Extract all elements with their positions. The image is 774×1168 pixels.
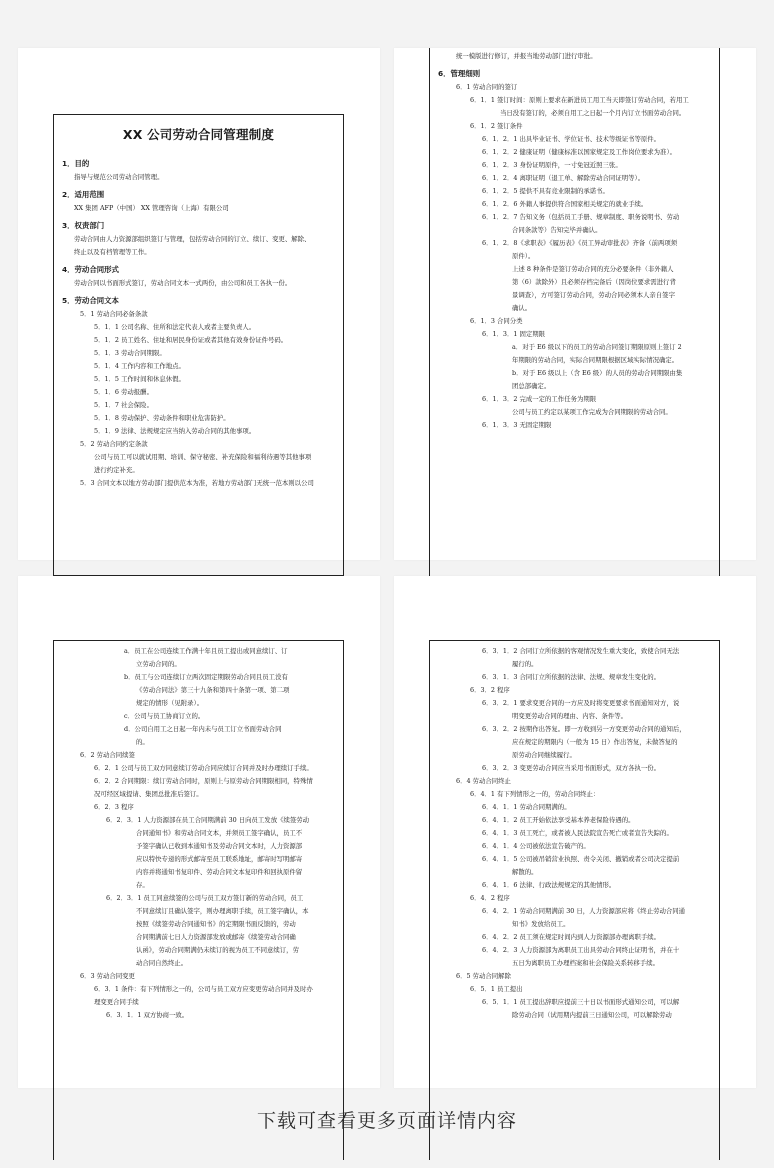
text-line: 存。	[136, 881, 149, 889]
text-line: 年期限的劳动合同，实际合同期限根据区域实际情况确定。	[512, 356, 679, 364]
text-line: 5．1．1 公司名称、住所和法定代表人或者主要负责人。	[94, 323, 256, 331]
text-line: 当日没有签订的，必须自用工之日起一个月内订立书面劳动合同。	[500, 109, 686, 117]
text-line: 原件）。	[512, 252, 535, 260]
section-heading: 1．目的	[62, 159, 90, 168]
text-line: 6．5．1 员工提出	[470, 985, 523, 993]
text-line: 应以特快专递的形式邮寄至员工联系地址，邮寄时写明邮寄	[136, 855, 303, 863]
text-line: 6．4．2．2 员工须在规定时间内到人力资源部办理离职手续。	[482, 933, 661, 941]
text-line: 解散的。	[512, 868, 538, 876]
text-line: 6．1．2．2 健康证明（健康标准以国家规定及工作岗位要求为准）。	[482, 148, 677, 156]
text-line: 6．1．3．2 完成一定的工作任务为期限	[482, 395, 597, 403]
text-line: 6．3．2．1 要求变更合同的一方应及时将变更要求书面通知对方，说	[482, 699, 680, 707]
text-line: 6．2．3．1 人力资源部在员工合同期满前 30 日向员工发放《续签劳动	[106, 816, 310, 824]
text-line: 终止以及有档管理等工作。	[74, 248, 151, 256]
text-line: 6．4．1．4 公司被依法宣告破产的。	[482, 842, 590, 850]
download-more-caption[interactable]: 下载可查看更多页面详情内容	[256, 1110, 517, 1132]
section-heading: 6．管理细则	[438, 69, 481, 78]
text-line: 6．4．1．3 员工死亡，或者被人民法院宣告死亡或者宣告失踪的。	[482, 829, 673, 837]
text-line: 6．3．1．2 合同订立所依据的客观情况发生重大变化，致使合同无法	[482, 647, 680, 655]
text-line: 6．1．3．1 固定期限	[482, 330, 546, 338]
document-page-4	[394, 576, 756, 1088]
text-line: 5．1 劳动合同必备条款	[80, 310, 148, 318]
section-heading: 4．劳动合同形式	[62, 265, 119, 274]
text-line: 不同意续订且确认签字，则办理离职手续，员工签字确认，本	[136, 907, 309, 915]
text-line: 确认。	[512, 304, 532, 312]
text-line: 6．5 劳动合同解除	[456, 972, 511, 980]
text-line: 6．3 劳动合同变更	[80, 972, 135, 980]
text-line: 明变更劳动合同的理由、内容、条件等。	[512, 712, 628, 720]
text-line: 6．1．2．4 离职证明（退工单、解除劳动合同证明等）。	[482, 174, 645, 182]
text-line: 合同通知书》和劳动合同文本，并须员工签字确认，员工不	[136, 829, 303, 837]
text-line: 6．1．3．3 无固定期限	[482, 421, 552, 429]
page-content-frame	[53, 640, 344, 1160]
text-line: 按照《续签劳动合同通知书》的定期限书面反馈的，劳动	[136, 920, 296, 928]
text-line: 6．3．2．2 按期作出答复。即一方收到另一方变更劳动合同的通知后，	[482, 725, 686, 733]
text-line: 6．3．2．3 变更劳动合同应当采用书面形式，双方各执一份。	[482, 764, 661, 772]
text-line: 规定的情形（见附录）。	[136, 699, 204, 707]
text-line: 6．1．2．6 外籍人事提供符合国家相关规定的就业手续。	[482, 200, 648, 208]
text-line: 6．1 劳动合同的签订	[456, 83, 518, 91]
text-line: 6．4．2 程序	[470, 894, 510, 902]
page-content-frame	[429, 48, 720, 578]
text-line: XX 集团 AFP（中国） XX 管理咨询（上海）有限公司	[74, 204, 229, 212]
page-3-body	[54, 641, 343, 1022]
text-line: 5．1．9 法律、法规规定应当纳入劳动合同的其他事项。	[94, 427, 256, 435]
section-heading: 3．权责部门	[62, 221, 105, 230]
text-line: 5．1．4 工作内容和工作地点。	[94, 362, 185, 370]
text-line: 6．3．2 程序	[470, 686, 510, 694]
text-line: 第（6）款除外）且必须存档完备后（因岗位要求需进行背	[512, 278, 676, 286]
text-line: 6．1．1 签订时间：原则上要求在新进员工用工当天即签订劳动合同，若用工	[470, 96, 689, 104]
text-line: 五日为离职员工办理档案和社会保险关系转移手续。	[512, 959, 659, 967]
text-line: 劳动合同以书面形式签订，劳动合同文本一式两份，由公司和员工各执一份。	[74, 279, 292, 287]
text-line: 6．1．2．7 告知义务（包括员工手册、规章制度、职务说明书、劳动	[482, 213, 680, 221]
text-line: 6．2．3 程序	[94, 803, 134, 811]
text-line: 进行约定补充。	[94, 466, 139, 474]
text-line: 6．2．2 合同期限：续订劳动合同时，原则上与原劳动合同期限相同，特殊情	[94, 777, 313, 785]
text-line: 内容并将通知书复印件、劳动合同文本复印件和回执原件留	[136, 868, 303, 876]
page-1-body	[54, 157, 343, 490]
text-line: 上述 8 种条件是签订劳动合同的充分必要条件（非外籍人	[512, 265, 674, 273]
text-line: 5．1．3 劳动合同期限。	[94, 349, 166, 357]
text-line: 原劳动合同继续履行。	[512, 751, 576, 759]
text-line: 履行的。	[512, 660, 538, 668]
text-line: 5．1．8 劳动保护、劳动条件和职业危害防护。	[94, 414, 230, 422]
text-line: 5．3 合同文本以地方劳动部门提供范本为准，若地方劳动部门无统一范本则以公司	[80, 479, 314, 487]
text-line: 6．4．1．2 员工开始依法享受基本养老保险待遇的。	[482, 816, 635, 824]
page-2-body	[430, 48, 719, 432]
text-line: 合同条款等）告知完毕并确认。	[512, 226, 602, 234]
text-line: 统一模版进行修订，并报当地劳动部门进行审批。	[456, 52, 597, 60]
text-line: 6．1．2．3 身份证明原件，一寸免冠近照三张。	[482, 161, 622, 169]
text-line: 6．1．3 合同分类	[470, 317, 523, 325]
text-line: 6．2．1 公司与员工双方同意续订劳动合同应续订合同并及时办理续订手续。	[94, 764, 313, 772]
text-line: 况可经区域提请、集团总批准后签订。	[94, 790, 203, 798]
text-line: c．公司与员工协商订立的。	[124, 712, 205, 720]
text-line: 6．1．2．5 提供不具有竞业限制的承诺书。	[482, 187, 609, 195]
document-title: XX 公司劳动合同管理制度	[122, 127, 275, 142]
text-line: b．员工与公司连续订立两次固定期限劳动合同且员工没有	[124, 673, 288, 681]
text-line: 6．2．3．1 员工同意续签的公司与员工双方签订新的劳动合同，员工	[106, 894, 304, 902]
text-line: 5．1．2 员工姓名、住址和居民身份证或者其他有效身份证件号码。	[94, 336, 288, 344]
text-line: 5．1．7 社会保险。	[94, 401, 153, 409]
text-line: a．员工在公司连续工作满十年且员工提出或同意续订、订	[124, 647, 288, 655]
text-line: 劳动合同由人力资源部组织签订与管理，包括劳动合同的订立、续订、变更、解除、	[74, 235, 311, 243]
text-line: 6．4．1 有下列情形之一的，劳动合同终止：	[470, 790, 600, 798]
page-4-body	[430, 641, 719, 1022]
text-line: 6．1．2．8《求职表》《履历表》《员工异动审批表》齐备（前两项须	[482, 239, 678, 247]
section-heading: 5．劳动合同文本	[62, 296, 119, 305]
text-line: 的。	[136, 738, 149, 746]
text-line: 6．4．1．5 公司被吊销营业执照、责令关闭、撤销或者公司决定提前	[482, 855, 680, 863]
section-heading: 2．适用范围	[62, 190, 105, 199]
text-line: b．对于 E6 级以上（含 E6 级）的人员的劳动合同期限由集	[512, 369, 683, 377]
page-content-frame	[53, 114, 344, 576]
text-line: a．对于 E6 级以下的员工的劳动合同签订期限原则上签订 2	[512, 343, 682, 351]
text-line: 认函》，劳动合同期满仍未续订的视为员工不同意续订，劳	[136, 946, 299, 954]
text-line: 6．5．1．1 员工提出辞职应提前三十日以书面形式通知公司，可以解	[482, 998, 680, 1006]
text-line: 予签字确认已收到本通知书及劳动合同文本时，人力资源部	[136, 842, 303, 850]
text-line: 6．3．1 条件：有下列情形之一的，公司与员工双方应变更劳动合同并及时办	[94, 985, 313, 993]
text-line: 《劳动合同法》第三十九条和第四十条第一项、第二项	[136, 686, 290, 694]
document-page-3	[18, 576, 380, 1088]
text-line: 公司与员工可以就试用期、培训、保守秘密、补充保险和福利待遇等其他事项	[94, 453, 312, 461]
text-line: 应在规定的期限内（一般为 15 日）作出答复，未做答复的	[512, 738, 678, 746]
text-line: 6．4．2．1 劳动合同期满前 30 日，人力资源部应将《终止劳动合同通	[482, 907, 686, 915]
page-content-frame	[429, 640, 720, 1160]
text-line: 立劳动合同的。	[136, 660, 181, 668]
text-line: 指导与规范公司劳动合同管理。	[74, 173, 164, 181]
document-page-1	[18, 48, 380, 560]
document-page-2	[394, 48, 756, 560]
text-line: 6．3．1．3 合同订立所依据的法律、法规、规章发生变化的。	[482, 673, 661, 681]
text-line: d．公司自用工之日起一年内未与员工订立书面劳动合同	[124, 725, 282, 733]
text-line: 6．3．1．1 双方协商一致。	[106, 1011, 189, 1019]
text-line: 6．1．2 签订条件	[470, 122, 523, 130]
text-line: 6．4．1．1 劳动合同期满的。	[482, 803, 571, 811]
text-line: 5．1．6 劳动报酬。	[94, 388, 153, 396]
text-line: 5．2 劳动合同约定条款	[80, 440, 148, 448]
text-line: 除劳动合同（试用期内提前三日通知公司，可以解除劳动	[512, 1011, 672, 1019]
text-line: 6．4．2．3 人力资源部为离职员工出具劳动合同终止证明书，并在十	[482, 946, 680, 954]
text-line: 6．1．2．1 出具毕业证书、学位证书、技术等级证书等原件。	[482, 135, 661, 143]
text-line: 合同期满前七日人力资源部发放或邮寄《续签劳动合同确	[136, 933, 296, 941]
text-line: 景调查），方可签订劳动合同，劳动合同必须本人亲自签字	[512, 291, 675, 299]
text-line: 5．1．5 工作时间和休息休假。	[94, 375, 185, 383]
text-line: 6．2 劳动合同续签	[80, 751, 135, 759]
text-line: 团总部确定。	[512, 382, 551, 390]
text-line: 公司与员工约定以某项工作完成为合同期限的劳动合同。	[512, 408, 672, 416]
text-line: 知书》发放给员工。	[512, 920, 570, 928]
text-line: 理变更合同手续	[94, 998, 139, 1006]
text-line: 6．4．1．6 法律、行政法规规定的其他情形。	[482, 881, 616, 889]
text-line: 动合同自然终止。	[136, 959, 188, 967]
text-line: 6．4 劳动合同终止	[456, 777, 511, 785]
